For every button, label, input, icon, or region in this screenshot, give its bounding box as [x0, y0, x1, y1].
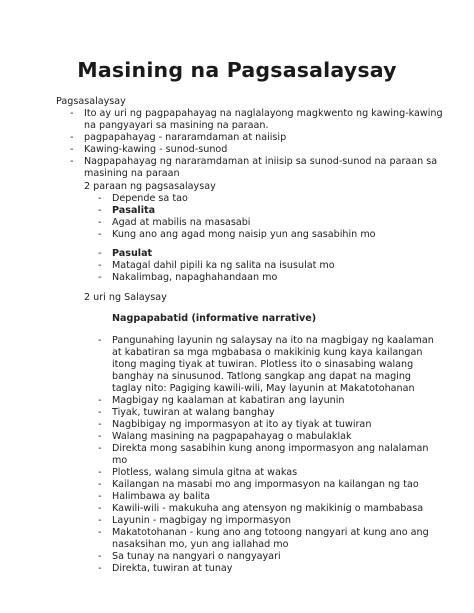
- salaysay-heading: 2 uri ng Salaysay: [84, 292, 167, 303]
- bullet-dash: -: [98, 193, 102, 204]
- intro-item-text: Nagpapahayag ng nararamdaman at iniisip sa sunod-sunod na paraan sa: [84, 156, 438, 167]
- salaysay-item-text: itong maging tiyak at tuwiran. Plotless ito o sinasabing walang: [112, 359, 414, 370]
- salaysay-item-text: Tiyak, tuwiran at walang banghay: [112, 407, 275, 418]
- salaysay-item-text: Walang masining na pagpapahayag o mabulaklak: [112, 431, 352, 442]
- salaysay-item-text: Layunin - magbigay ng impormasyon: [112, 515, 291, 526]
- bullet-dash: -: [98, 503, 102, 514]
- bullet-dash: -: [98, 467, 102, 478]
- pasalita-item: Kung ano ang agad mong naisip yun ang sasabihin mo: [112, 229, 376, 240]
- bullet-dash: -: [98, 419, 102, 430]
- pasalita-item: Agad at mabilis na masasabi: [112, 217, 251, 228]
- bullet-dash: -: [98, 491, 102, 502]
- bullet-dash: -: [70, 132, 74, 143]
- bullet-dash: -: [98, 335, 102, 346]
- salaysay-item-text: Plotless, walang simula gitna at wakas: [112, 467, 298, 478]
- salaysay-item-text: Direkta mong sasabihin kung anong impormasyon ang nalalaman: [112, 443, 429, 454]
- salaysay-item-text: Pangunahing layunin ng salaysay na ito na magbigay ng kaalaman: [112, 335, 434, 346]
- bullet-dash: -: [98, 407, 102, 418]
- bullet-dash: -: [98, 248, 102, 259]
- bullet-dash: -: [98, 431, 102, 442]
- bullet-dash: -: [70, 108, 74, 119]
- section-heading: Pagsasalaysay: [56, 96, 126, 107]
- salaysay-subheading: Nagpapabatid (informative narrative): [112, 313, 317, 324]
- paraan-heading: 2 paraan ng pagsasalaysay: [84, 181, 216, 192]
- bullet-dash: -: [70, 156, 74, 167]
- salaysay-item-text: Makatotohanan - kung ano ang totoong nangyari at kung ano ang: [112, 527, 429, 538]
- intro-item-text: Kawing-kawing - sunod-sunod: [84, 144, 228, 155]
- bullet-dash: -: [98, 515, 102, 526]
- salaysay-item-text: taglay nito: Pagiging kawili-wili, May layunin at Makatotohanan: [112, 383, 415, 394]
- paraan-intro: Depende sa tao: [112, 193, 188, 204]
- salaysay-item-text: mo: [112, 455, 128, 466]
- bullet-dash: -: [98, 479, 102, 490]
- pasulat-item: Nakalimbag, napaghahandaan mo: [112, 272, 278, 283]
- intro-item-text: Ito ay uri ng pagpapahayag na naglalayong magkwento ng kawing-kawing: [84, 108, 443, 119]
- salaysay-item-text: Kawili-wili - makukuha ang atensyon ng makikinig o mambabasa: [112, 503, 424, 514]
- bullet-dash: -: [98, 551, 102, 562]
- page-title: Masining na Pagsasalaysay: [77, 58, 397, 82]
- intro-item-text: masining na paraan: [84, 168, 180, 179]
- bullet-dash: -: [98, 395, 102, 406]
- bullet-dash: -: [70, 144, 74, 155]
- bullet-dash: -: [98, 443, 102, 454]
- intro-item-text: na pangyayari sa masining na paraan.: [84, 120, 269, 131]
- pasalita-label: Pasalita: [112, 205, 156, 216]
- bullet-dash: -: [98, 527, 102, 538]
- salaysay-item-text: nasaksihan mo, yun ang iallahad mo: [112, 539, 289, 550]
- bullet-dash: -: [98, 229, 102, 240]
- pasulat-label: Pasulat: [112, 248, 153, 259]
- intro-item-text: pagpapahayag - nararamdaman at naiisip: [84, 132, 287, 143]
- salaysay-item-text: Sa tunay na nangyari o nangyayari: [112, 551, 281, 562]
- pasulat-item: Matagal dahil pipili ka ng salita na isusulat mo: [112, 260, 335, 271]
- salaysay-item-text: banghay na sinusunod. Tatlong sangkap ang dapat na maging: [112, 371, 412, 382]
- bullet-dash: -: [98, 217, 102, 228]
- salaysay-item-text: Nagbibigay ng impormasyon at ito ay tiyak at tuwiran: [112, 419, 372, 430]
- bullet-dash: -: [98, 260, 102, 271]
- salaysay-item-text: Magbigay ng kaalaman at kabatiran ang layunin: [112, 395, 345, 406]
- salaysay-item-text: Kailangan na masabi mo ang impormasyon na kailangan ng tao: [112, 479, 419, 490]
- bullet-dash: -: [98, 563, 102, 574]
- salaysay-item-text: Direkta, tuwiran at tunay: [112, 563, 233, 574]
- salaysay-item-text: at kabatiran sa mga mgbabasa o makikinig kung kaya kailangan: [112, 347, 423, 358]
- bullet-dash: -: [98, 205, 102, 216]
- salaysay-item-text: Halimbawa ay balita: [112, 491, 211, 502]
- bullet-dash: -: [98, 272, 102, 283]
